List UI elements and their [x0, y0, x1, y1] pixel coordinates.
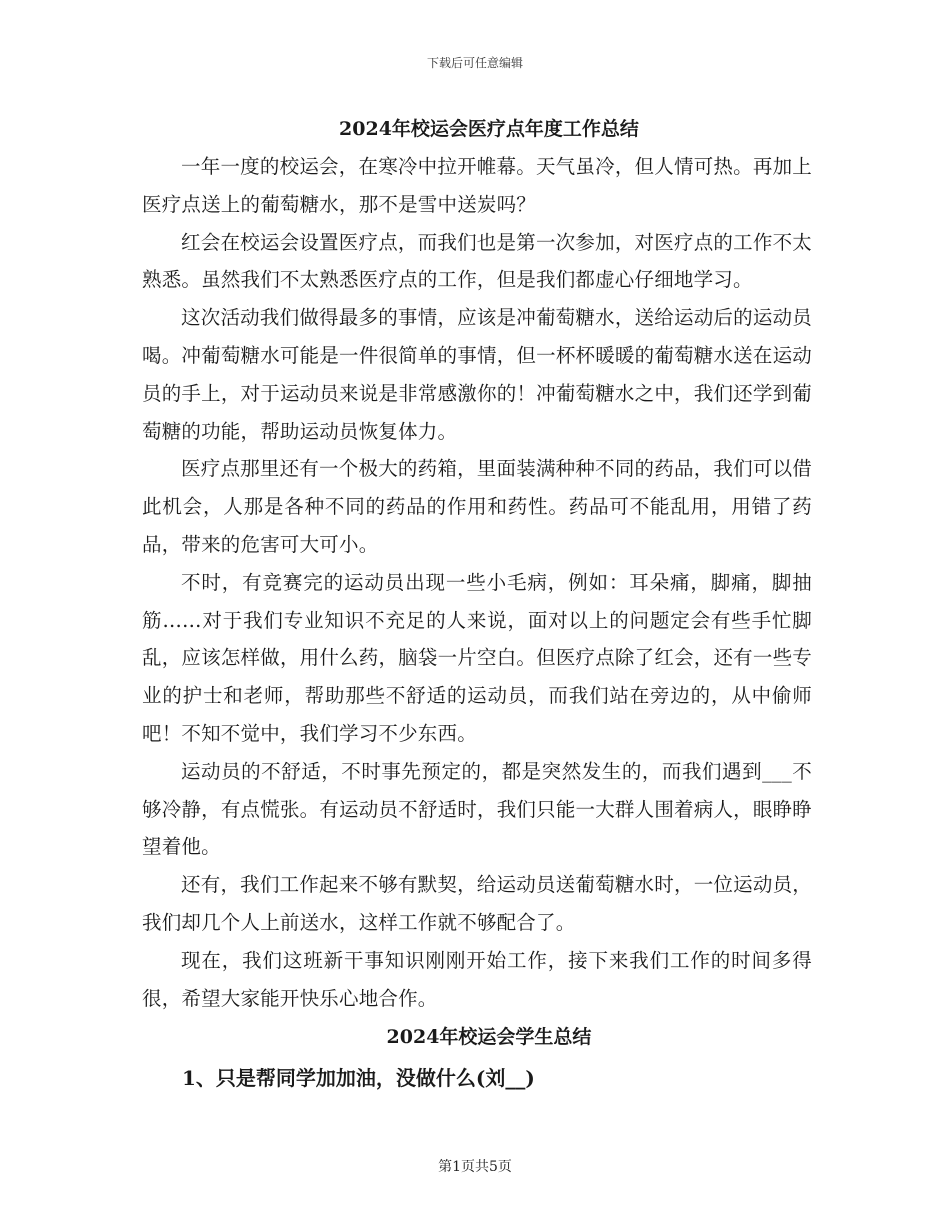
list-item-heading: 1、只是帮同学加加油，没做什么(刘__) [182, 1066, 535, 1091]
document-title: 2024年校运会医疗点年度工作总结 [339, 118, 639, 140]
paragraph: 现在，我们这班新干事知识刚刚开始工作，接下来我们工作的时间多得很，希望大家能开快乐心地合作。 [142, 948, 812, 1010]
document-body [142, 110, 812, 1099]
paragraph: 一年一度的校运会，在寒冷中拉开帷幕。天气虽冷，但人情可热。再加上医疗点送上的葡萄糖水，那不是雪中送炭吗？ [142, 155, 812, 216]
header-note: 下载后可任意编辑 [426, 56, 523, 70]
paragraph: 不时，有竞赛完的运动员出现一些小毛病，例如：耳朵痛，脚痛，脚抽筋……对于我们专业知识不充足的人来说，面对以上的问题定会有些手忙脚乱，应该怎样做，用什么药，脑袋一片空白。但医疗点除了红会，还有一些专业的护士和老师，帮助那些不舒适的运动员，而我们站在旁边的，从中偷师吧！不知不觉中，我们学习不少东西。 [142, 570, 812, 745]
paragraph: 医疗点那里还有一个极大的药箱，里面装满种种不同的药品，我们可以借此机会，人那是各种不同的药品的作用和药性。药品可不能乱用，用错了药品，带来的危害可大可小。 [142, 457, 812, 556]
second-section-title: 2024年校运会学生总结 [386, 1026, 592, 1049]
paragraph: 还有，我们工作起来不够有默契，给运动员送葡萄糖水时，一位运动员，我们却几个人上前送水，这样工作就不够配合了。 [142, 873, 812, 934]
paragraph: 这次活动我们做得最多的事情，应该是冲葡萄糖水，送给运动后的运动员喝。冲葡萄糖水可能是一件很简单的事情，但一杯杯暖暖的葡萄糖水送在运动员的手上，对于运动员来说是非常感激你的！冲葡萄糖水之中，我们还学到葡萄糖的功能，帮助运动员恢复体力。 [142, 306, 812, 443]
page-number: 第1页共5页 [438, 1159, 512, 1175]
paragraph: 红会在校运会设置医疗点，而我们也是第一次参加，对医疗点的工作不太熟悉。虽然我们不太熟悉医疗点的工作，但是我们都虚心仔细地学习。 [142, 230, 812, 292]
paragraph: 运动员的不舒适，不时事先预定的，都是突然发生的，而我们遇到___不够冷静，有点慌张。有运动员不舒适时，我们只能一大群人围着病人，眼睁睁望着他。 [142, 759, 812, 859]
